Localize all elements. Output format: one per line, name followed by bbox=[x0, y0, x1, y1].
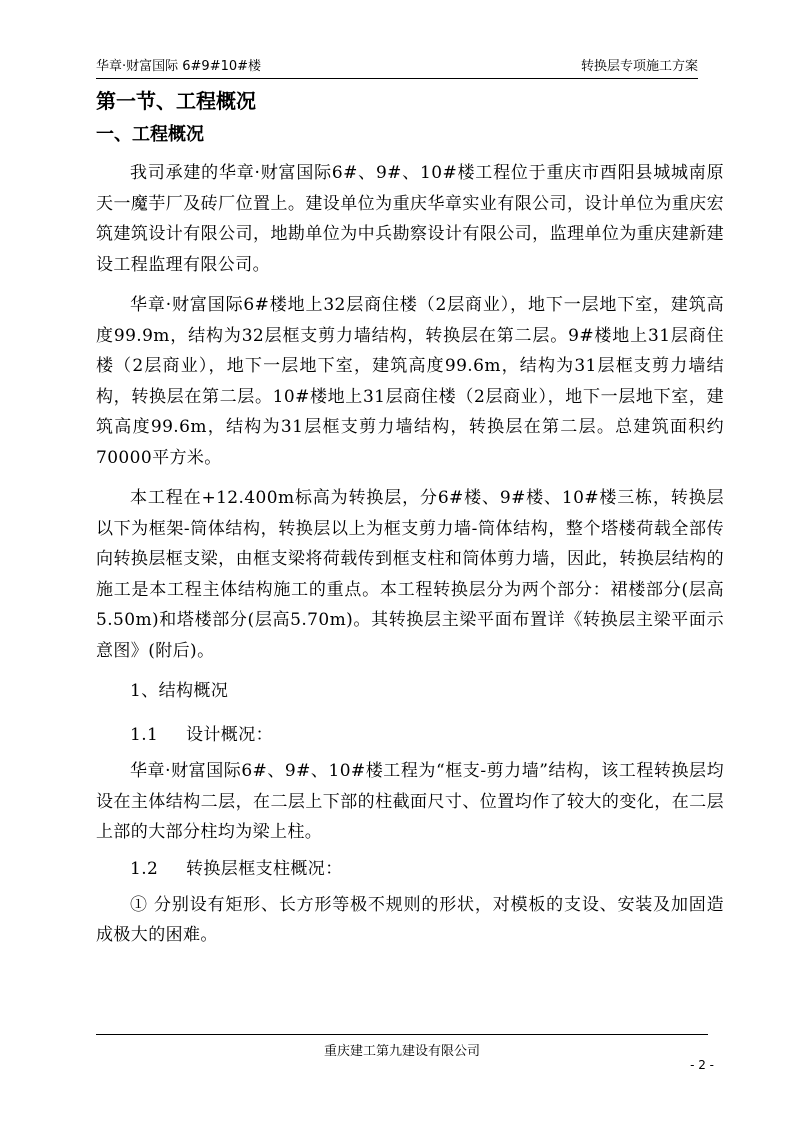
item-column-overview bbox=[96, 854, 724, 884]
item-label: 转换层框支柱概况： bbox=[186, 858, 343, 879]
paragraph-design-overview: 华章·财富国际6#、9#、10#楼工程为“框支-剪力墙”结构，该工程转换层均设在主体结构二层，在二层上下部的柱截面尺寸、位置均作了较大的变化，在二层上部的大部分柱均为梁上柱。 bbox=[96, 761, 724, 842]
paragraph-transfer-layer: 本工程在+12.400m标高为转换层，分6#楼、9#楼、10#楼三栋，转换层以下为框架-筒体结构，转换层以上为框支剪力墙-筒体结构，整个塔楼荷载全部传向转换层框支梁，由框支梁将荷载传到框支柱和筒体剪力墙，因此，转换层结构的施工是本工程主体结构施工的重点。本工程转换层分为两个部分：裙楼部分(层高5.50m)和塔楼部分(层高5.70m)。其转换层主梁平面布置详《转换层主梁平面示意图》(附后)。 bbox=[96, 488, 724, 661]
header-document-title: 转换层专项施工方案 bbox=[580, 59, 698, 74]
item-number: 1.1 bbox=[130, 725, 159, 745]
footer-divider bbox=[96, 1034, 708, 1035]
section-title: 第一节、工程概况 bbox=[96, 89, 256, 113]
item-structure-overview: 1、结构概况 bbox=[130, 681, 229, 701]
page-header bbox=[96, 56, 698, 79]
paragraph-building-info: 华章·财富国际6#楼地上32层商住楼（2层商业），地下一层地下室，建筑高度99.9m，结构为32层框支剪力墙结构，转换层在第二层。9#楼地上31层商住楼（2层商业），地下一层地下室，建筑高度99.6m，结构为31层框支剪力墙结构，转换层在第二层。10#楼地上31层商住楼（2层商业），地下一层地下室，建筑高度99.6m，结构为31层框支剪力墙结构，转换层在第二层。总建筑面积约70000平方米。 bbox=[96, 295, 724, 468]
header-project-name: 华章·财富国际 6#9#10#楼 bbox=[96, 59, 262, 74]
footer-company: 重庆建工第九建设有限公司 bbox=[323, 1044, 480, 1059]
item-number: 1.2 bbox=[130, 858, 159, 879]
document-body bbox=[96, 84, 724, 957]
item-design-overview bbox=[96, 720, 724, 750]
paragraph-column-shape: ① 分别设有矩形、长方形等极不规则的形状，对模板的支设、安装及加固造成极大的困难。 bbox=[96, 894, 724, 945]
page-number: - 2 - bbox=[690, 1058, 714, 1072]
subsection-title: 一、工程概况 bbox=[96, 124, 204, 145]
item-label: 设计概况： bbox=[186, 725, 273, 745]
paragraph-project-location: 我司承建的华章·财富国际6#、9#、10#楼工程位于重庆市酉阳县城城南原天一魔芋厂及砖厂位置上。建设单位为重庆华章实业有限公司，设计单位为重庆宏筑建筑设计有限公司，地勘单位为中兵勘察设计有限公司，监理单位为重庆建新建设工程监理有限公司。 bbox=[96, 163, 724, 275]
